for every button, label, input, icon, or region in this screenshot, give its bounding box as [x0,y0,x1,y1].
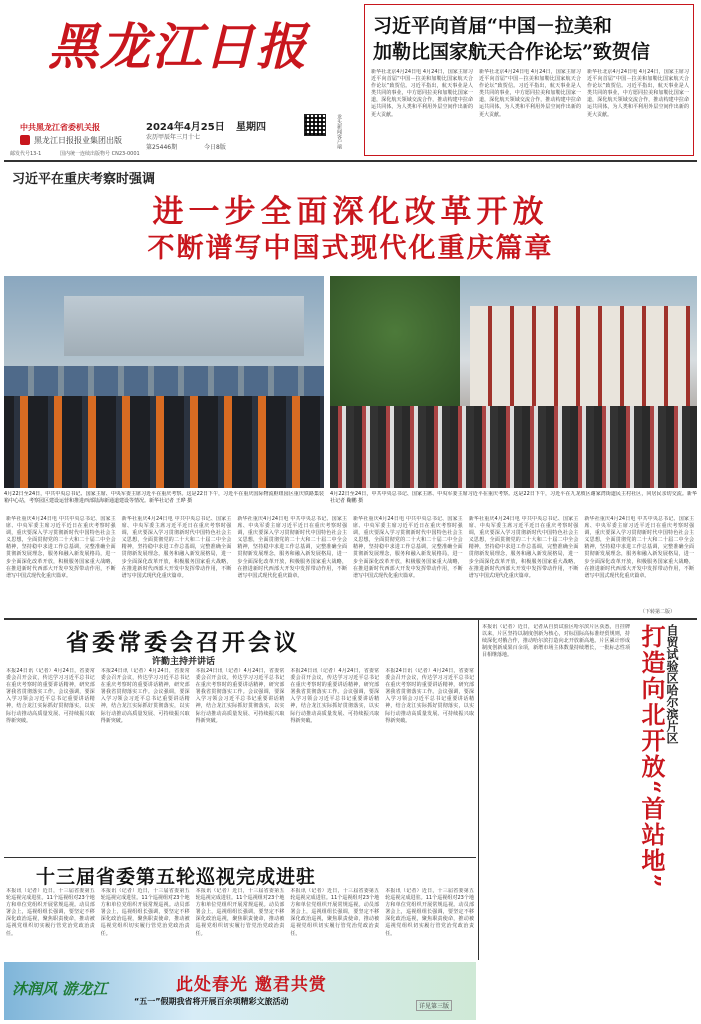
publisher: 黑龙江日报报业集团出版 [34,136,122,145]
date: 2024年4月25日 [146,122,225,133]
committee-body [6,668,474,854]
inspection-headline: 十三届省委第五轮巡视完成进驻 [36,866,317,888]
divider [4,857,476,858]
publisher-logo-icon [20,135,30,145]
committee-col: 本报24日讯（记者）4月24日，省委常委会召开会议，传达学习习近平总书记在重庆考察时的重要讲话精神，研究部署我省贯彻落实工作。会议强调，要深入学习领会习近平总书记重要讲话精神，结合龙江实际抓好贯彻落实，以实际行动推动高质量发展、可持续振兴取得新突破。 [195,668,285,724]
committee-col: 本报24日讯（记者）4月24日，省委常委会召开会议，传达学习习近平总书记在重庆考察时的重要讲话精神，研究部署我省贯彻落实工作。会议强调，要深入学习领会习近平总书记重要讲话精神，结合龙江实际抓好贯彻落实，以实际行动推动高质量发展、可持续振兴取得新突破。 [385,668,474,724]
top-story-col: 新华社北京4月24日电 4月24日，国家主席习近平向首届“中国－拉美和加勒比国家航天合作论坛”致贺信。习近平指出，航天事业是人类共同的事业，中方愿同拉美和加勒比国家一道，深化航天领域交流合作，推动构建中拉命运共同体，为人类和平利用外层空间作出新的更大贡献。 [479,69,581,118]
postal-code: 邮发代号13-1 [10,151,42,157]
tourism-banner [4,962,476,1020]
lead-col: 新华社重庆4月24日电 中共中央总书记、国家主席、中央军委主席习近平近日在重庆考察时强调，重庆要深入学习贯彻新时代中国特色社会主义思想，全面贯彻党的二十大和二十届二中全会精神，坚持稳中求进工作总基调，完整准确全面贯彻新发展理念，服务和融入新发展格局，进一步全面深化改革开放，积极服务国家重大战略，在推进新时代西部大开发中发挥带动作用，不断谱写中国式现代化重庆篇章。 [6,516,116,579]
masthead [8,4,360,156]
top-story-col: 新华社北京4月24日电 4月24日，国家主席习近平向首届“中国－拉美和加勒比国家航天合作论坛”致贺信。习近平指出，航天事业是人类共同的事业，中方愿同拉美和加勒比国家一道，深化航天领域交流合作，推动构建中拉命运共同体，为人类和平利用外层空间作出新的更大贡献。 [371,69,473,118]
inspection-body [6,888,474,956]
lead-body [6,516,694,616]
inspection-col: 本报讯（记者）近日，十三届省委第五轮巡视完成进驻。11个巡视组对23个地方和单位党组织开展常规巡视。动员部署会上，巡视组组长强调，要坚定不移深化政治巡视，聚焦职责使命，推动被巡视党组织切实履行管党治党政治责任。 [100,888,190,937]
party-label: 中共黑龙江省委机关报 [20,123,100,132]
inspection-col: 本报讯（记者）近日，十三届省委第五轮巡视完成进驻。11个巡视组对23个地方和单位党组织开展常规巡视。动员部署会上，巡视组组长强调，要坚定不移深化政治巡视，聚焦职责使命，推动被巡视党组织切实履行管党治党政治责任。 [6,888,95,937]
tree-left [330,276,460,416]
top-story-body [371,69,689,151]
lead-photo-left [4,276,324,488]
committee-headline: 省委常委会召开会议 [66,629,300,656]
building-right [470,306,690,416]
lead-col: 新华社重庆4月24日电 中共中央总书记、国家主席、中央军委主席习近平近日在重庆考察时强调，重庆要深入学习贯彻新时代中国特色社会主义思想，全面贯彻党的二十大和二十届二中全会精神，坚持稳中求进工作总基调，完整准确全面贯彻新发展理念，服务和融入新发展格局，进一步全面深化改革开放，积极服务国家重大战略，在推进新时代西部大开发中发挥带动作用，不断谱写中国式现代化重庆篇章。 [468,516,579,579]
banner-subline: “五一”假期我省将开展百余项精彩文旅活动 [134,997,289,1006]
side-col: 本报讯（记者）近日，记者从自贸试验区哈尔滨片区获悉，自挂牌以来，片区坚持以制度创新为核心，对标国际高标准经贸规则，持续深化对俄合作，推动哈尔滨打造向北开放新高地。片区累计形成制度创新成果百余项，新增市场主体数量持续增长，一批标志性项目相继落地。 [482,624,630,659]
lead-col: 新华社重庆4月24日电 中共中央总书记、国家主席、中央军委主席习近平近日在重庆考察时强调，重庆要深入学习贯彻新时代中国特色社会主义思想，全面贯彻党的二十大和二十届二中全会精神，坚持稳中求进工作总基调，完整准确全面贯彻新发展理念，服务和融入新发展格局，进一步全面深化改革开放，积极服务国家重大战略，在推进新时代西部大开发中发挥带动作用，不断谱写中国式现代化重庆篇章。 [237,516,348,579]
top-story-col: 新华社北京4月24日电 4月24日，国家主席习近平向首届“中国－拉美和加勒比国家航天合作论坛”致贺信。习近平指出，航天事业是人类共同的事业，中方愿同拉美和加勒比国家一道，深化航天领域交流合作，推动构建中拉命运共同体，为人类和平利用外层空间作出新的更大贡献。 [587,69,689,118]
committee-col: 本报24日讯（记者）4月24日，省委常委会召开会议，传达学习习近平总书记在重庆考察时的重要讲话精神，研究部署我省贯彻落实工作。会议强调，要深入学习领会习近平总书记重要讲话精神，结合龙江实际抓好贯彻落实，以实际行动推动高质量发展、可持续振兴取得新突破。 [290,668,380,724]
crane-structure [64,296,304,356]
photo-caption-left: 4月22日至24日，中共中央总书记、国家主席、中央军委主席习近平在重庆考察。这是22日下午，习近平在重庆国际物流枢纽园区重庆铁路集装箱中心站，考察园区建设运营和推进西部陆海新通道建设等情况。新华社记者 王晔 摄 [4,491,324,504]
crowd-right [330,406,697,488]
masthead-title: 黑龙江日报 [48,17,308,76]
top-story-headline-1: 习近平向首届“中国－拉美和 [373,15,612,37]
banner-more: 详见第三版 [416,1000,452,1011]
crowd-figures [4,396,324,488]
committee-col: 本报24日讯（记者）4月24日，省委常委会召开会议，传达学习习近平总书记在重庆考察时的重要讲话精神，研究部署我省贯彻落实工作。会议强调，要深入学习领会习近平总书记重要讲话精神，结合龙江实际抓好贯彻落实，以实际行动推动高质量发展、可持续振兴取得新突破。 [100,668,190,724]
divider [4,160,697,162]
lead-headline-2: 不断谱写中国式现代化重庆篇章 [147,233,554,264]
photo-caption-right: 4月22日至24日，中共中央总书记、国家主席、中央军委主席习近平在重庆考察。这是22日下午，习近平在九龙坡区谢家湾街道民主村社区，同居民亲切交流。新华社记者 鞠鹏 摄 [330,491,697,504]
qr-code-icon [304,114,326,136]
issue-number: 第25446期 [146,144,178,151]
lunar-date: 农历甲辰年三月十七 [146,134,201,141]
committee-col: 本报24日讯（记者）4月24日，省委常委会召开会议，传达学习习近平总书记在重庆考察时的重要讲话精神，研究部署我省贯彻落实工作。会议强调，要深入学习领会习近平总书记重要讲话精神，结合龙江实际抓好贯彻落实，以实际行动推动高质量发展、可持续振兴取得新突破。 [6,668,95,724]
serial-line: 国内统一连续出版物号 CN23-0001 [60,151,140,157]
top-story [364,4,694,156]
banner-headline: 此处春光 邀君共赏 [176,975,327,995]
divider [4,618,697,620]
lead-col: 新华社重庆4月24日电 中共中央总书记、国家主席、中央军委主席习近平近日在重庆考察时强调，重庆要深入学习贯彻新时代中国特色社会主义思想，全面贯彻党的二十大和二十届二中全会精神，坚持稳中求进工作总基调，完整准确全面贯彻新发展理念，服务和融入新发展格局，进一步全面深化改革开放，积极服务国家重大战略，在推进新时代西部大开发中发挥带动作用，不断谱写中国式现代化重庆篇章。 [121,516,232,579]
inspection-col: 本报讯（记者）近日，十三届省委第五轮巡视完成进驻。11个巡视组对23个地方和单位党组织开展常规巡视。动员部署会上，巡视组组长强调，要坚定不移深化政治巡视，聚焦职责使命，推动被巡视党组织切实履行管党治党政治责任。 [195,888,285,937]
lead-headline-1: 进一步全面深化改革开放 [152,194,549,230]
qr-note: 龙头新闻客户端 [336,114,342,149]
side-story-body [482,624,630,1016]
lead-col: 新华社重庆4月24日电 中共中央总书记、国家主席、中央军委主席习近平近日在重庆考察时强调，重庆要深入学习贯彻新时代中国特色社会主义思想，全面贯彻党的二十大和二十届二中全会精神，坚持稳中求进工作总基调，完整准确全面贯彻新发展理念，服务和融入新发展格局，进一步全面深化改革开放，积极服务国家重大战略，在推进新时代西部大开发中发挥带动作用，不断谱写中国式现代化重庆篇章。 [353,516,463,579]
top-story-headline-2: 加勒比国家航天合作论坛”致贺信 [373,41,650,63]
side-kicker: 自贸试验区哈尔滨片区 [665,624,679,744]
side-headline: 打造向北开放“首站地” [637,624,666,890]
weekday: 星期四 [236,122,266,133]
vertical-divider [478,620,479,960]
lead-col: 新华社重庆4月24日电 中共中央总书记、国家主席、中央军委主席习近平近日在重庆考察时强调，重庆要深入学习贯彻新时代中国特色社会主义思想，全面贯彻党的二十大和二十届二中全会精神，坚持稳中求进工作总基调，完整准确全面贯彻新发展理念，服务和融入新发展格局，进一步全面深化改革开放，积极服务国家重大战略，在推进新时代西部大开发中发挥带动作用，不断谱写中国式现代化重庆篇章。 [584,516,694,579]
committee-subhead: 许勤主持并讲话 [152,657,216,667]
banner-slogan: 沐润风 游龙江 [12,980,108,998]
continued-note: （下转第二版） [640,609,676,615]
lead-photo-right [330,276,697,488]
inspection-col: 本报讯（记者）近日，十三届省委第五轮巡视完成进驻。11个巡视组对23个地方和单位党组织开展常规巡视。动员部署会上，巡视组组长强调，要坚定不移深化政治巡视，聚焦职责使命，推动被巡视党组织切实履行管党治党政治责任。 [290,888,380,937]
page-count: 今日8版 [204,144,226,151]
inspection-col: 本报讯（记者）近日，十三届省委第五轮巡视完成进驻。11个巡视组对23个地方和单位党组织开展常规巡视。动员部署会上，巡视组组长强调，要坚定不移深化政治巡视，聚焦职责使命，推动被巡视党组织切实履行管党治党政治责任。 [385,888,474,937]
lead-kicker: 习近平在重庆考察时强调 [12,172,156,187]
